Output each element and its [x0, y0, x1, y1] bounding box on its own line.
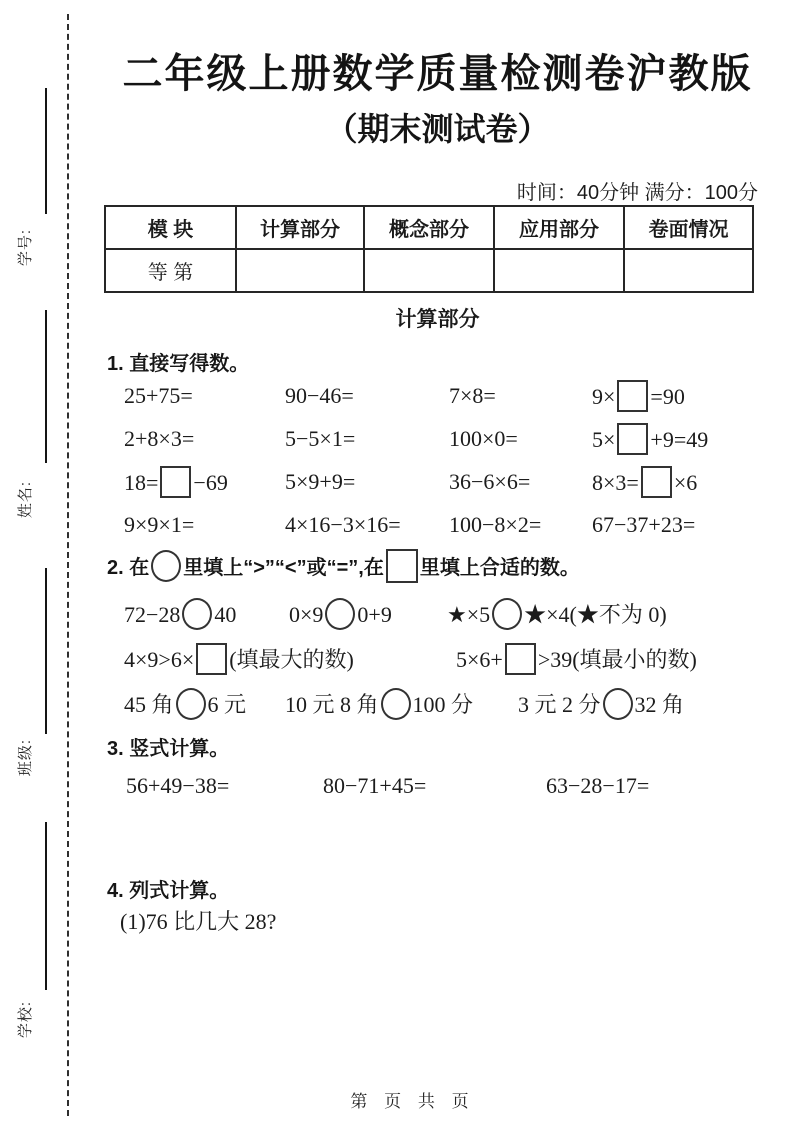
q1-row-2: [124, 417, 708, 460]
paper-title: 二年级上册数学质量检测卷沪教版: [122, 52, 753, 96]
q1-row-3: [124, 460, 708, 503]
math-expression: 10 元 8 角 100 分: [285, 688, 518, 720]
q4-item-1: (1)76 比几大 28?: [120, 909, 277, 934]
compare-circle: [151, 550, 181, 582]
math-expression: 90−46=: [285, 382, 354, 408]
grade-cell-calculation: [236, 249, 364, 292]
math-expression: 100×0=: [449, 425, 518, 451]
math-expression: 100−8×2=: [449, 511, 542, 537]
answer-box: [641, 466, 672, 498]
student-id-label: 学号:: [17, 228, 35, 267]
school-label: 学校:: [17, 1000, 35, 1039]
answer-box: [617, 423, 648, 455]
student-id-blank-line: [45, 88, 47, 214]
score-table-header-row: [105, 206, 753, 249]
math-expression: 80−71+45=: [323, 772, 427, 798]
name-label: 姓名:: [17, 480, 35, 519]
grade-cell-presentation: [624, 249, 753, 292]
cut-line-dashed: [67, 14, 69, 1116]
answer-box: [505, 643, 536, 675]
math-expression: 5×9+9=: [285, 468, 356, 494]
compare-circle: [381, 688, 411, 720]
page-footer: 第 页 共 页: [350, 1092, 475, 1111]
section-title-calculation: 计算部分: [395, 308, 480, 331]
math-expression: 5× +9=49: [592, 423, 708, 455]
score-header-concept: 概念部分: [364, 206, 494, 249]
q2-row-3: [124, 681, 697, 726]
q1-row-4: [124, 503, 708, 546]
q2-row-1: [124, 591, 697, 636]
time-score-info: 时间：40分钟 满分：100分: [516, 182, 758, 204]
class-blank-line: [45, 568, 47, 734]
math-expression: 25+75=: [124, 382, 193, 408]
score-header-calculation: 计算部分: [236, 206, 364, 249]
paper-subtitle: （期末测试卷）: [325, 111, 550, 147]
math-expression: 5−5×1=: [285, 425, 356, 451]
math-expression: 63−28−17=: [546, 772, 650, 798]
math-expression: 7×8=: [449, 382, 496, 408]
math-expression: 2+8×3=: [124, 425, 195, 451]
score-header-module: 模 块: [105, 206, 236, 249]
grade-cell-concept: [364, 249, 494, 292]
question-1-rows: [124, 374, 708, 546]
math-expression: 4×9>6× (填最大的数): [124, 643, 456, 675]
compare-circle: [325, 598, 355, 630]
math-expression: 0×9 0+9: [289, 598, 447, 630]
score-table: [104, 205, 754, 293]
math-expression: 4×16−3×16=: [285, 511, 401, 537]
answer-box: [196, 643, 227, 675]
compare-circle: [492, 598, 522, 630]
math-expression: 72−28 40: [124, 598, 289, 630]
math-expression: 56+49−38=: [126, 772, 230, 798]
answer-box: [160, 466, 191, 498]
q1-row-1: [124, 374, 708, 417]
answer-box: [386, 549, 418, 583]
score-header-presentation: 卷面情况: [624, 206, 753, 249]
math-expression: 45 角 6 元: [124, 688, 285, 720]
question-3-rows: [126, 764, 649, 807]
question-2-title: 2. 在 里填上“>”“<”或“=”,在 里填上合适的数。: [107, 549, 580, 583]
grade-label-cell: 等 第: [105, 249, 236, 292]
math-expression: 67−37+23=: [592, 511, 696, 537]
math-expression: 5×6+ >39(填最小的数): [456, 643, 697, 675]
question-4-title: 4. 列式计算。: [107, 880, 230, 902]
score-header-application: 应用部分: [494, 206, 624, 249]
math-expression: ★×5 ★×4(★不为 0): [447, 598, 667, 630]
math-expression: 36−6×6=: [449, 468, 531, 494]
compare-circle: [182, 598, 212, 630]
compare-circle: [603, 688, 633, 720]
math-expression: 3 元 2 分 32 角: [518, 688, 684, 720]
question-3-title: 3. 竖式计算。: [107, 738, 230, 760]
score-table-grade-row: [105, 249, 753, 292]
school-blank-line: [45, 822, 47, 990]
grade-cell-application: [494, 249, 624, 292]
math-expression: 9× =90: [592, 380, 685, 412]
question-1-title: 1. 直接写得数。: [107, 353, 250, 375]
compare-circle: [176, 688, 206, 720]
math-expression: 18= −69: [124, 466, 285, 498]
q2-row-2: [124, 636, 697, 681]
math-expression: 8×3= ×6: [592, 466, 697, 498]
q3-row-1: [126, 764, 649, 807]
answer-box: [617, 380, 648, 412]
name-blank-line: [45, 310, 47, 463]
math-expression: 9×9×1=: [124, 511, 195, 537]
question-2-rows: [124, 591, 697, 726]
class-label: 班级:: [17, 738, 35, 777]
